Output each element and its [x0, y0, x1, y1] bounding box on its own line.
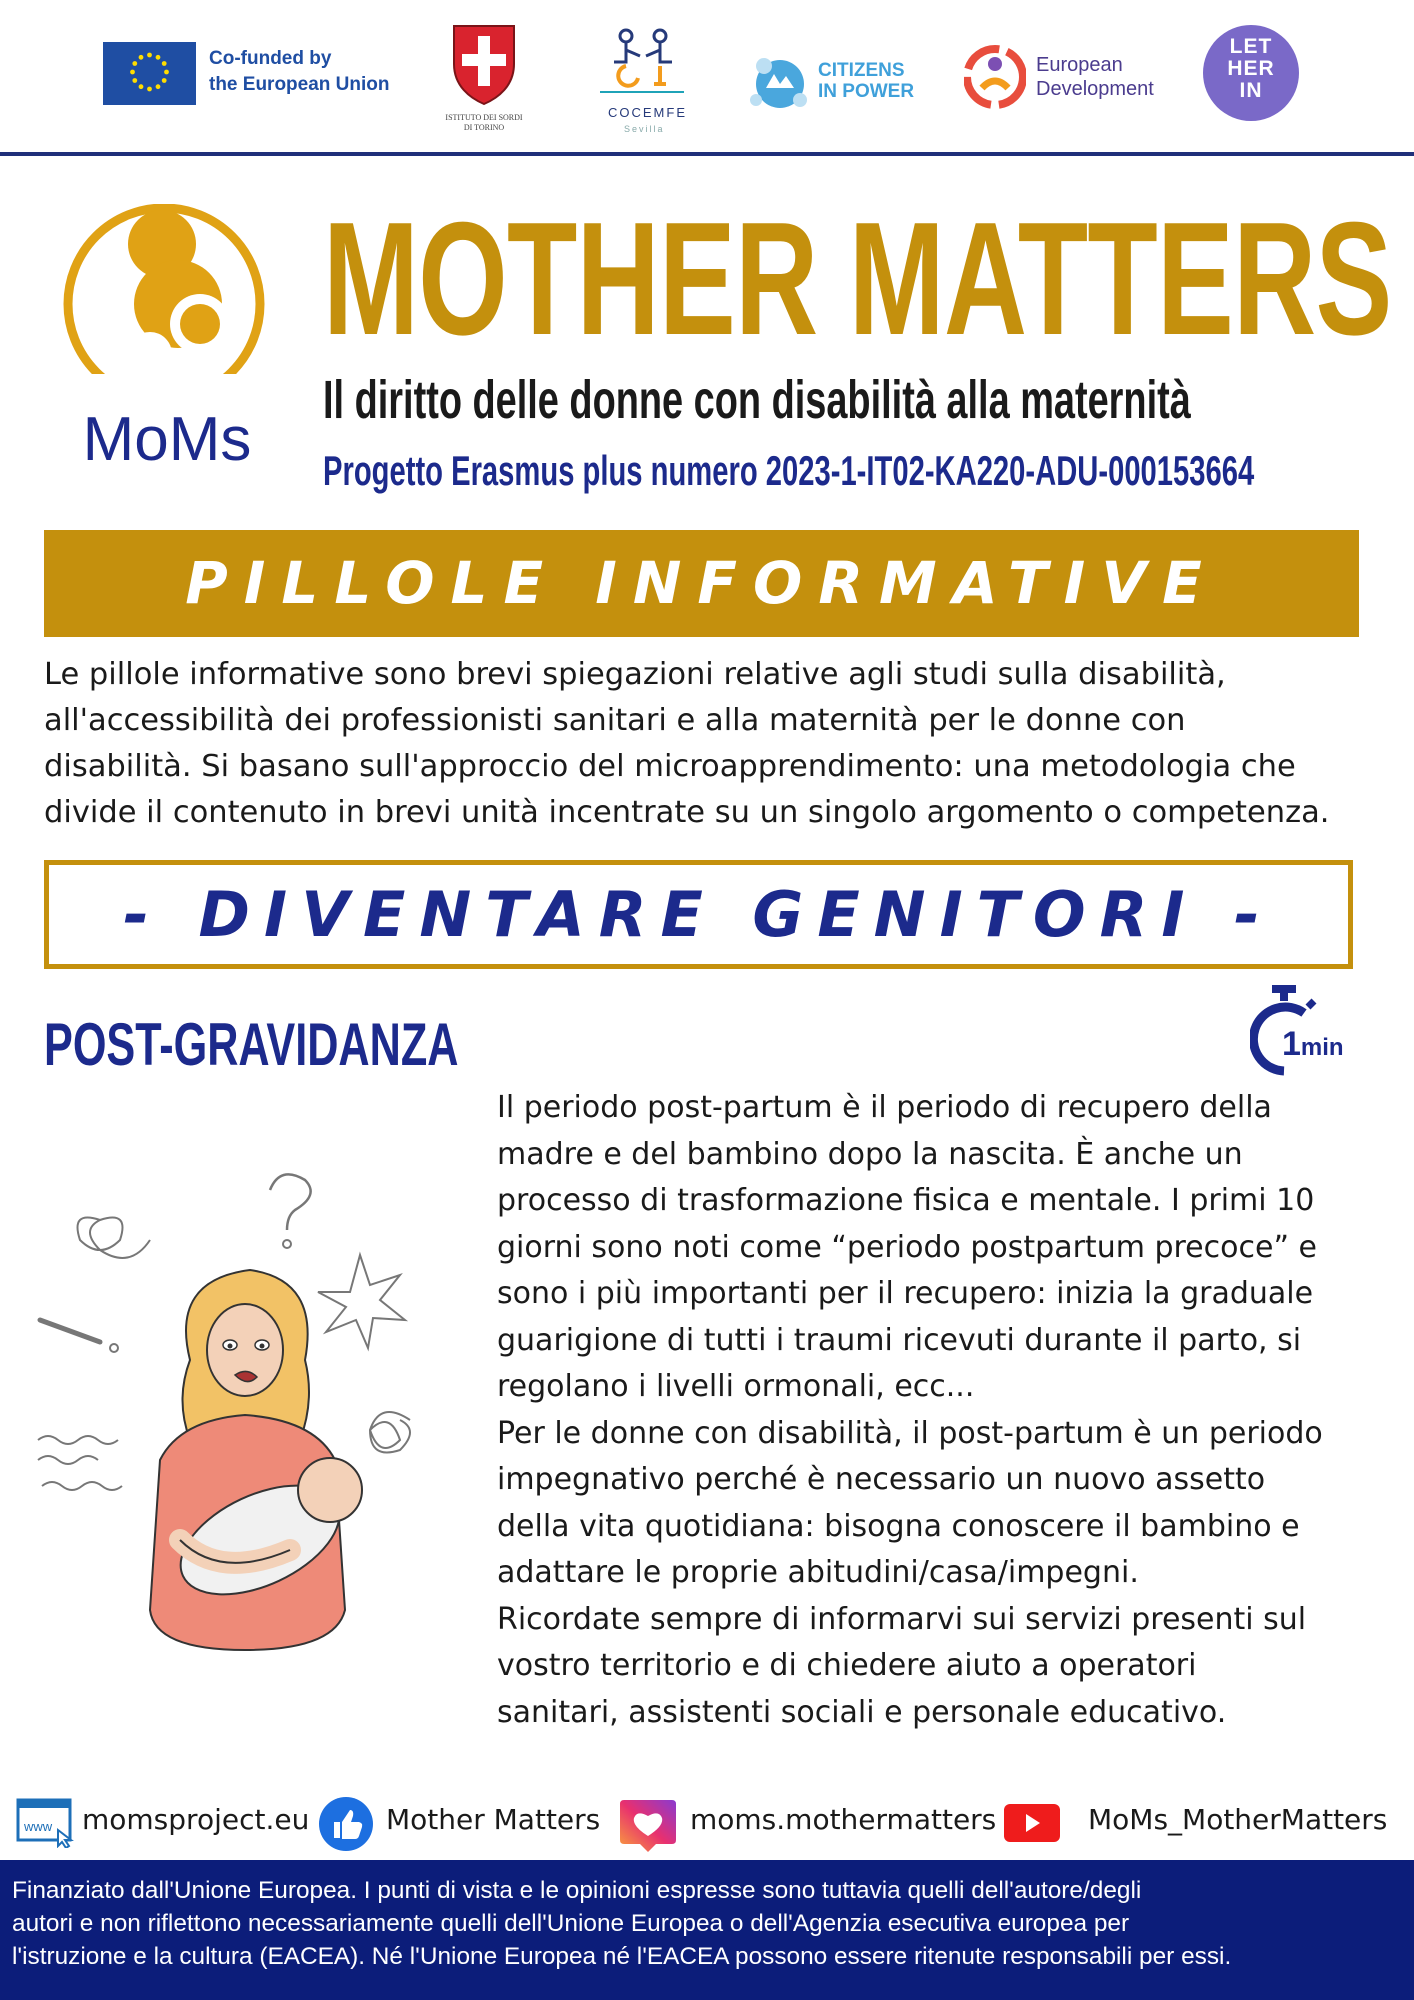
partner-logo-bar [0, 0, 1414, 152]
instagram-icon [618, 1796, 670, 1848]
european-development-logo-icon [964, 44, 1026, 110]
topic-frame [44, 860, 1353, 969]
stressed-mother-illustration [30, 1160, 470, 1660]
citizens-in-power-caption [818, 60, 914, 102]
social-links-row [0, 1790, 1414, 1850]
youtube-label[interactable]: MoMs_MotherMatters [1088, 1803, 1388, 1836]
cocemfe-caption: COCEMFE [608, 105, 687, 120]
pillole-banner-title: PILLOLE INFORMATIVE [185, 549, 1218, 617]
website-label[interactable]: momsproject.eu [82, 1803, 310, 1836]
web-icon [16, 1796, 68, 1848]
eu-disclaimer-text: Finanziato dall'Unione Europea. I punti di vista e le opinioni espresse sono tuttavia quelli dell'autore/degli autori e non riflettono necessariamente quelli dell'Unione Europea o dell'Agenzia esecutiva europea per l'istruzione e la cultura (EACEA). Né l'Unione Europea né l'EACEA possono essere ritenute responsabili per essi. [12, 1877, 1232, 1970]
reading-time-value: 1 [1282, 1025, 1301, 1063]
moms-logo-wordmark: MoMs [82, 405, 252, 474]
page-title: MOTHER MATTERS [323, 189, 1392, 369]
eu-cofunded-label: Co-funded by the European Union [209, 48, 390, 95]
pillole-banner [44, 530, 1359, 637]
page-subtitle: Il diritto delle donne con disabilità alla maternità [323, 370, 1191, 430]
citizens-word: CITIZENS IN POWER [818, 60, 915, 102]
youtube-icon [1002, 1802, 1054, 1854]
facebook-label[interactable]: Mother Matters [386, 1803, 601, 1836]
reading-time-unit: min [1300, 1034, 1344, 1061]
section-heading: POST-GRAVIDANZA [44, 1011, 459, 1078]
moms-logo-icon [60, 204, 268, 374]
citizens-in-power-logo-icon [744, 48, 816, 114]
let-her-in-caption: LET HER IN [1227, 35, 1275, 102]
cocemfe-subcaption: Sevilla [624, 124, 665, 134]
cocemfe-logo-icon [596, 26, 688, 96]
eu-disclaimer-box [0, 1860, 1414, 2000]
european-development-caption: European Development [1036, 54, 1154, 100]
topic-frame-title: - DIVENTARE GENITORI - [123, 878, 1274, 951]
istituto-sordi-caption: ISTITUTO DEI SORDI DI TORINO [445, 113, 523, 132]
pillole-intro-text: Le pillole informative sono brevi spiegazioni relative agli studi sulla disabilità, all'accessibilità dei professionisti sanitari e alla maternità per le donne con disabilità. Si basano sull'approccio del microapprendimento: una metodologia che divide il contenuto in brevi unità incentrate su un singolo argomento o competenza. [44, 657, 1330, 830]
svg-text:www: www [24, 1819, 53, 1834]
project-number: Progetto Erasmus plus numero 2023-1-IT02-KA220-ADU-000153664 [323, 447, 1255, 494]
reading-time-label [1282, 1025, 1344, 1064]
facebook-like-icon [318, 1796, 370, 1848]
header-divider [0, 152, 1414, 156]
istituto-sordi-shield-icon [450, 24, 518, 106]
post-pregnancy-text: Il periodo post-partum è il periodo di recupero della madre e del bambino dopo la nascita. È anche un processo di trasformazione fisica e mentale. I primi 10 giorni sono noti come “periodo postpartum precoce” e sono i più importanti per il recupero: inizia la graduale guarigione di tutti i traumi ricevuti durante il parto, si regolano i livelli ormonali, ecc... Per le donne con disabilità, il post-partum è un periodo impegnativo perché è necessario un nuovo assetto della vita quotidiana: bisogna conoscere il bambino e adattare le proprie abitudini/casa/impegni. Ricordate sempre di informarvi sui servizi presenti sul vostro territorio e di chiedere aiuto a operatori sanitari, assistenti sociali e personale educativo. [497, 1090, 1323, 1730]
eu-flag-icon [103, 42, 196, 105]
instagram-label[interactable]: moms.mothermatters [690, 1803, 997, 1836]
